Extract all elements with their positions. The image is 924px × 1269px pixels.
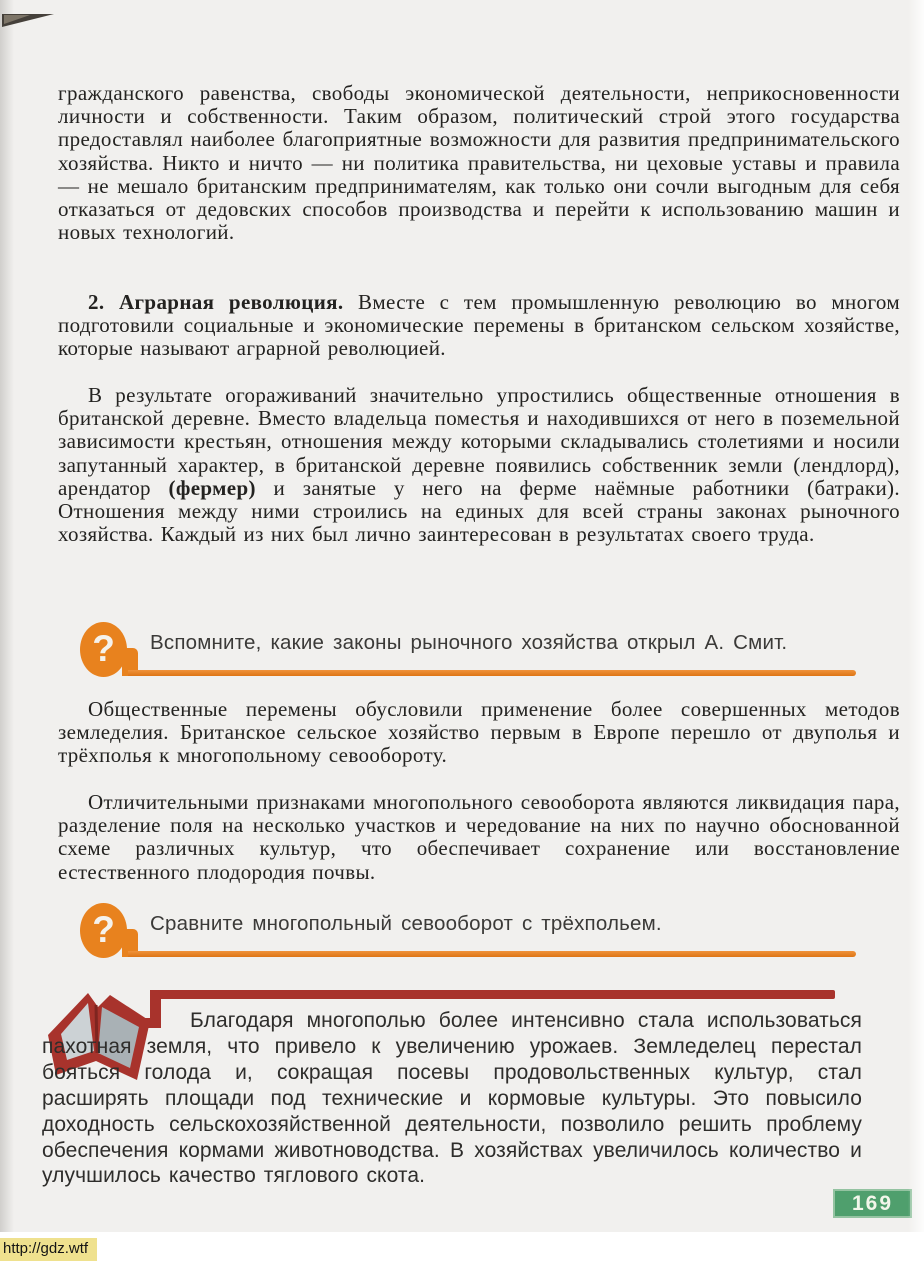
body-paragraph-crop-rotation: Отличительными признаками многопольного севооборота являются ликвидация пара, разделение поля на несколько участков и чередование на них по научно обоснованной схеме различных культур, что обеспечивает сохранение или восстановление естественного плодородия почвы. (58, 790, 900, 884)
question-glyph: ? (92, 909, 115, 950)
callout-rule (128, 951, 856, 957)
body-paragraph-enclosures (58, 384, 900, 546)
callout-rule (128, 670, 856, 676)
paragraph-text: В результате огораживаний значительно упростились общественные отношения в британской деревне. Вместо владельца поместья и находившихся от него в поземельной зависимости крестьян, отношения между которыми складывались столетиями и носили запутанный характер, в британской деревне появились собственник земли (лендлорд), арендатор (58, 383, 900, 500)
body-paragraph-farming-methods: Общественные перемены обусловили применение более совершенных методов земледелия. Британское сельское хозяйство первым в Европе перешло от двуполья и трёхполья к многопольному севообороту. (58, 697, 900, 768)
paragraph-text: и занятые у него на ферме наёмные работники (батраки). Отношения между ними строились на единых для всей страны законах рыночного хозяйства. Каждый из них был лично заинтересован в результатах своего труда. (58, 475, 900, 547)
section-rule (150, 990, 835, 999)
question-text: Сравните многопольный севооборот с трёхпольем. (150, 912, 662, 935)
question-callout-1 (80, 622, 856, 702)
scan-bottom-margin (0, 1232, 924, 1269)
question-text: Вспомните, какие законы рыночного хозяйства открыл А. Смит. (150, 631, 788, 654)
watermark-url: http://gdz.wtf (0, 1238, 97, 1261)
page-number-badge (833, 1189, 912, 1218)
term-farmer-bold: (фермер) (168, 475, 256, 500)
question-mark-icon (80, 622, 127, 677)
question-callout-2 (80, 903, 856, 983)
page-number: 169 (851, 1191, 894, 1215)
question-mark-icon (80, 903, 127, 958)
question-glyph: ? (92, 628, 115, 669)
reading-paragraph: Благодаря многополью более интенсивно стала использоваться пахотная земля, что привело к увеличению урожаев. Земледелец перестал бояться голода и, сокращая посевы продовольственных культур, стал расширять площади под технические и кормовые культуры. Это повысило доходность сельскохозяйственной деятельности, позволило решить проблему обеспечения кормами животноводства. В хозяйствах увеличилось количество и улучшилось качество тяглового скота. (42, 1009, 862, 1188)
page-corner-fold (2, 14, 54, 27)
body-paragraph-agrarian-revolution (58, 291, 900, 361)
body-paragraph-continuation: гражданского равенства, свободы экономической деятельности, неприкосновенности личности и собственности. Таким образом, политический строй этого государства предоставлял наиболее благоприятные возможности для развития предпринимательского хозяйства. Никто и ничто — ни политика правительства, ни цеховые уставы и правила — не мешало британским предпринимателям, как только они сочли выгодным для себя отказаться от дедовских способов производства и перейти к использованию машин и новых технологий. (58, 81, 900, 245)
section-heading-agrarian-revolution: 2. Аграрная революция. (88, 290, 344, 314)
paragraph-text: Вместе с тем промышленную революцию во многом подготовили социальные и экономические перемены в британском сельском хозяйстве, которые называют аграрной революцией. (58, 290, 901, 361)
